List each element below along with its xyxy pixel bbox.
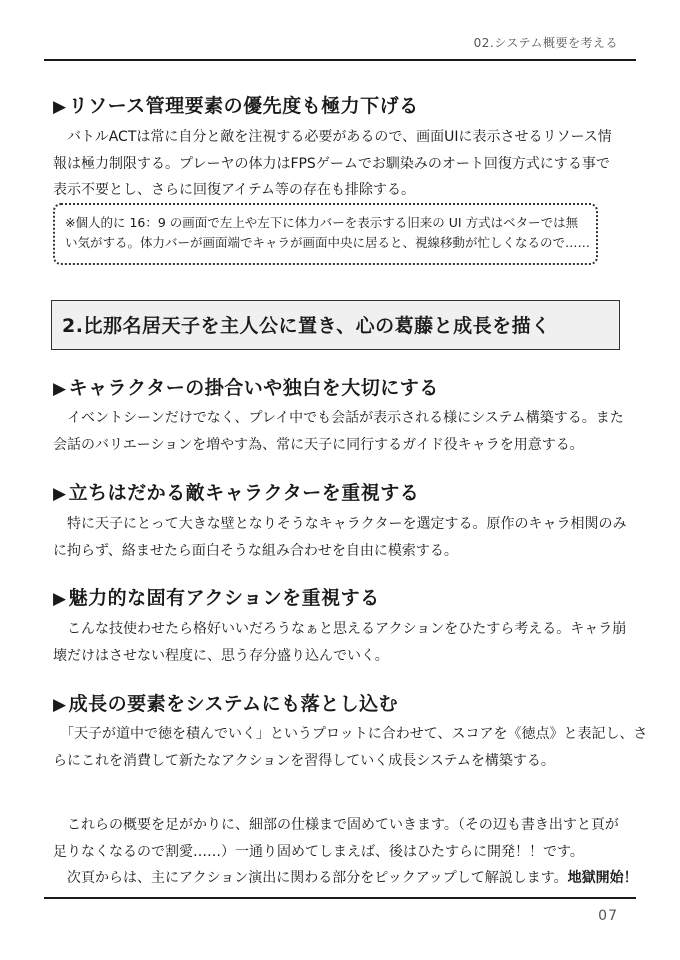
- triangle-marker-icon: ▶: [53, 97, 67, 117]
- chapter-header: 02.システム概要を考える: [473, 36, 618, 50]
- triangle-marker-icon: ▶: [53, 695, 67, 715]
- header-rule: [44, 59, 636, 61]
- note-box: [53, 203, 598, 265]
- paragraph-line: 報は極力制限する。プレーヤの体力はFPSゲームでお馴染みのオート回復方式にする事で: [53, 155, 610, 172]
- triangle-marker-icon: ▶: [53, 379, 67, 399]
- section-paragraph: [53, 511, 631, 564]
- closing-paragraph: [53, 812, 638, 892]
- section-paragraph: [53, 616, 631, 669]
- section-heading: ▶ 成長の要素をシステムにも落とし込む: [53, 693, 399, 715]
- footer-rule: [44, 897, 636, 899]
- paragraph-line: こんな技使わせたら格好いいだろうなぁと思えるアクションをひたすら考える。キャラ崩: [53, 621, 627, 637]
- paragraph-line: 「天子が道中で徳を積んでいく」というプロットに合わせて、スコアを《徳点》と表記し、さ: [53, 726, 648, 742]
- paragraph-line: 特に天子にとって大きな壁となりそうなキャラクターを選定する。原作のキャラ相関のみ: [53, 516, 627, 532]
- note-line: ※個人的に 16：9 の画面で左上や左下に体力バーを表示する旧来の UI 方式はベターでは無: [65, 215, 579, 230]
- triangle-marker-icon: ▶: [53, 484, 67, 504]
- paragraph-line: これらの概要を足がかりに、細部の仕様まで固めていきます。（その辺も書き出すと頁が: [53, 817, 619, 833]
- paragraph-line: 足りなくなるので割愛……）一通り固めてしまえば、後はひたすらに開発！！です。: [53, 843, 584, 860]
- section-heading: ▶ 立ちはだかる敵キャラクターを重視する: [53, 482, 420, 504]
- section-paragraph: [53, 405, 631, 458]
- emphasis-text: 地獄開始！: [567, 870, 638, 886]
- page-number: 07: [598, 908, 618, 924]
- section-heading: ▶ 魅力的な固有アクションを重視する: [53, 587, 380, 609]
- paragraph-line: 次頁からは、主にアクション演出に関わる部分をピックアップして解説します。地獄開始！: [53, 870, 638, 886]
- paragraph-line: に拘らず、絡ませたら面白そうな組み合わせを自由に模索する。: [53, 542, 458, 559]
- section-paragraph: [53, 721, 648, 774]
- paragraph-line: 壊だけはさせない程度に、思う存分盛り込んでいく。: [53, 647, 389, 664]
- note-line: い気がする。体力バーが画面端でキャラが画面中央に居ると、視線移動が忙しくなるので……: [65, 235, 591, 250]
- paragraph-line: バトルACTは常に自分と敵を注視する必要があるので、画面UIに表示させるリソース情: [53, 129, 612, 145]
- section-heading: ▶ キャラクターの掛合いや独白を大切にする: [53, 377, 439, 399]
- paragraph-line: イベントシーンだけでなく、プレイ中でも会話が表示される様にシステム構築する。また: [53, 410, 624, 426]
- triangle-marker-icon: ▶: [53, 589, 67, 609]
- chapter-banner: 2.比那名居天子を主人公に置き、心の葛藤と成長を描く: [51, 300, 620, 350]
- paragraph-line: らにこれを消費して新たなアクションを習得していく成長システムを構築する。: [53, 752, 555, 769]
- section-paragraph: [53, 124, 631, 204]
- paragraph-line: 表示不要とし、さらに回復アイテム等の存在も排除する。: [53, 182, 416, 198]
- section-heading: ▶ リソース管理要素の優先度も極力下げる: [53, 95, 419, 117]
- paragraph-line: 会話のバリエーションを増やす為、常に天子に同行するガイド役キャラを用意する。: [53, 436, 584, 453]
